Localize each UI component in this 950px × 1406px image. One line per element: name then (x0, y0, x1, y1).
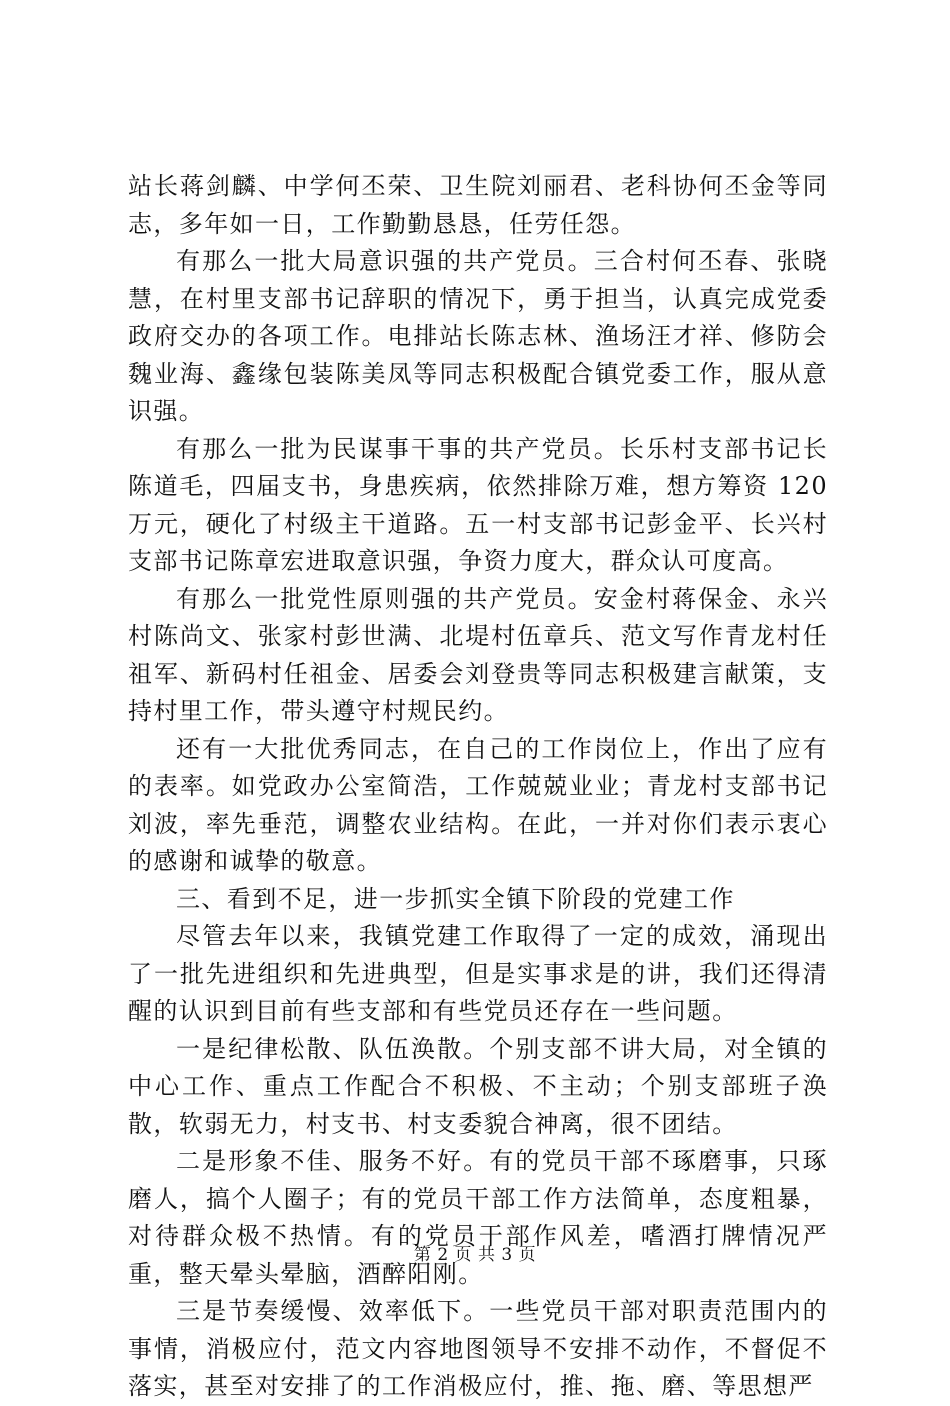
section-heading-three: 三、看到不足，进一步抓实全镇下阶段的党建工作 (176, 884, 735, 913)
paragraph-problem-one: 一是纪律松散、队伍涣散。个别支部不讲大局，对全镇的中心工作、重点工作配合不积极、不主动；个别支部班子涣散，软弱无力，村支书、村支委貌合神离，很不团结。 (128, 1034, 828, 1138)
page-footer: 第 2 页 共 3 页 (413, 1245, 537, 1265)
paragraph-excellent-comrades: 还有一大批优秀同志，在自己的工作岗位上，作出了应有的表率。如党政办公室简浩，工作兢兢业业；青龙村支部书记刘波，率先垂范，调整农业结构。在此，一并对你们表示衷心的感谢和诚挚的敬意。 (128, 734, 828, 875)
paragraph-party-principle: 有那么一批党性原则强的共产党员。安金村蒋保金、永兴村陈尚文、张家村彭世满、北堤村伍章兵、范文写作青龙村任祖军、新码村任祖金、居委会刘登贵等同志积极建言献策，支持村里工作，带头遵守村规民约。 (128, 584, 828, 725)
document-body (128, 168, 828, 1406)
paragraph-problem-two: 二是形象不佳、服务不好。有的党员干部不琢磨事，只琢磨人，搞个人圈子；有的党员干部工作方法简单，态度粗暴，对待群众极不热情。有的党员干部作风差，嗜酒打牌情况严重，整天晕头晕脑，酒醉阳刚。 (128, 1147, 828, 1288)
paragraph-overall-awareness: 有那么一批大局意识强的共产党员。三合村何丕春、张晓慧，在村里支部书记辞职的情况下，勇于担当，认真完成党委政府交办的各项工作。电排站长陈志林、渔场汪才祥、修防会魏业海、鑫缘包装陈美凤等同志积极配合镇党委工作，服从意识强。 (128, 247, 828, 425)
paragraph-shortcomings-intro: 尽管去年以来，我镇党建工作取得了一定的成效，涌现出了一批先进组织和先进典型，但是实事求是的讲，我们还得清醒的认识到目前有些支部和有些党员还存在一些问题。 (128, 922, 828, 1025)
paragraph-continued: 站长蒋剑麟、中学何丕荣、卫生院刘丽君、老科协何丕金等同志，多年如一日，工作勤勤恳恳，任劳任怨。 (128, 172, 828, 238)
paragraph-problem-three: 三是节奏缓慢、效率低下。一些党员干部对职责范围内的事情，消极应付，范文内容地图领导不安排不动作，不督促不落实，甚至对安排了的工作消极应付，推、拖、磨、等思想严 (128, 1297, 828, 1400)
paragraph-serve-people: 有那么一批为民谋事干事的共产党员。长乐村支部书记长陈道毛，四届支书，身患疾病，依然排除万难，想方筹资 120 万元，硬化了村级主干道路。五一村支部书记彭金平、长兴村支部书记陈章宏进取意识强，争资力度大，群众认可度高。 (128, 434, 828, 575)
